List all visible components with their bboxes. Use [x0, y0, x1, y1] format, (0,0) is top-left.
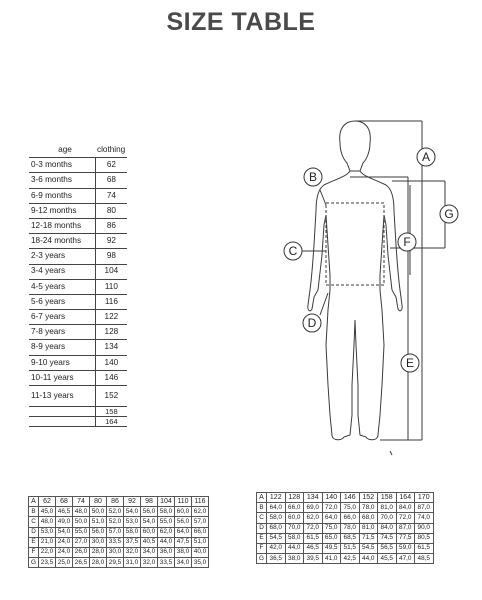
- table-row: [29, 407, 127, 417]
- measure-cell: 60,0: [285, 513, 304, 523]
- table-row: [29, 547, 209, 557]
- table-row: [29, 537, 209, 547]
- table-row: [29, 264, 127, 279]
- measure-cell: 61,5: [304, 533, 323, 543]
- measure-cell: 81,0: [359, 523, 378, 533]
- measure-cell: 61,5: [415, 543, 434, 553]
- age-cell: 4-5 years: [29, 279, 95, 294]
- measure-cell: 58,0: [267, 513, 286, 523]
- age-cell: 18-24 months: [29, 234, 95, 249]
- table-row: [29, 325, 127, 340]
- measure-cell: 50,0: [73, 517, 90, 527]
- age-cell: 9-12 months: [29, 203, 95, 218]
- table-row: [29, 218, 127, 233]
- measure-cell: 75,0: [322, 523, 341, 533]
- measure-cell: 31,0: [124, 558, 141, 568]
- table-row: [29, 158, 127, 173]
- age-cell: 0-3 months: [29, 158, 95, 173]
- left-leg-outline: [326, 215, 355, 440]
- label-g: G: [444, 207, 454, 221]
- measure-cell: 54,0: [124, 507, 141, 517]
- table-row: [257, 523, 434, 533]
- measure-cell: 36,5: [267, 554, 286, 564]
- measure-cell: 59,0: [396, 543, 415, 553]
- measure-cell: 74,0: [415, 513, 434, 523]
- measure-cell: 58,0: [158, 507, 175, 517]
- measure-cell: 34,0: [141, 547, 158, 557]
- size-cell: 68: [56, 497, 73, 507]
- measure-cell: 69,0: [304, 503, 323, 513]
- measure-cell: 58,0: [124, 527, 141, 537]
- measure-cell: 36,0: [158, 547, 175, 557]
- measure-cell: 54,5: [359, 543, 378, 553]
- measure-cell: 21,0: [39, 537, 56, 547]
- row-label-cell: B: [29, 507, 39, 517]
- measure-cell: 70,0: [285, 523, 304, 533]
- measure-cell: 56,5: [378, 543, 397, 553]
- measure-cell: 30,0: [107, 547, 124, 557]
- measure-cell: 53,0: [39, 527, 56, 537]
- measure-cell: 24,0: [56, 537, 73, 547]
- table-row: [257, 543, 434, 553]
- size-cell: 110: [175, 497, 192, 507]
- clothing-size-cell: 116: [95, 294, 127, 309]
- age-cell: 3-6 months: [29, 173, 95, 188]
- measure-cell: 44,0: [158, 537, 175, 547]
- measure-cell: 78,0: [341, 523, 360, 533]
- measure-cell: 66,0: [341, 513, 360, 523]
- body-silhouette-drawing: [280, 115, 480, 465]
- measure-cell: 48,5: [415, 554, 434, 564]
- measure-cell: 33,5: [107, 537, 124, 547]
- measure-cell: 60,0: [141, 527, 158, 537]
- measure-cell: 56,0: [175, 517, 192, 527]
- label-b: B: [308, 170, 318, 184]
- measure-cell: 65,0: [322, 533, 341, 543]
- clothing-size-cell: 134: [95, 340, 127, 355]
- size-cell: 134: [304, 493, 323, 503]
- measure-cell: 28,0: [90, 547, 107, 557]
- row-label-cell: A: [29, 497, 39, 507]
- clothing-size-cell: 158: [95, 407, 127, 417]
- label-c: C: [288, 244, 298, 258]
- measure-cell: 37,5: [124, 537, 141, 547]
- clothing-size-cell: 74: [95, 188, 127, 203]
- age-cell: 3-4 years: [29, 264, 95, 279]
- measure-cell: 51,0: [192, 537, 209, 547]
- measure-cell: 55,0: [158, 517, 175, 527]
- row-label-cell: F: [29, 547, 39, 557]
- size-cell: 140: [322, 493, 341, 503]
- row-label-cell: C: [29, 517, 39, 527]
- measure-cell: 44,0: [285, 543, 304, 553]
- clothing-size-cell: 140: [95, 355, 127, 370]
- table-row: [29, 355, 127, 370]
- size-cell: 152: [359, 493, 378, 503]
- measure-cell: 68,5: [341, 533, 360, 543]
- label-a: A: [421, 150, 431, 164]
- measure-cell: 90,0: [415, 523, 434, 533]
- age-cell: 10-11 years: [29, 370, 95, 385]
- age-column-header: age: [29, 143, 95, 158]
- row-label-cell: D: [257, 523, 267, 533]
- measure-cell: 75,0: [341, 503, 360, 513]
- measure-cell: 23,5: [39, 558, 56, 568]
- left-arm-outline: [308, 171, 350, 311]
- measure-cell: 74,5: [378, 533, 397, 543]
- measure-cell: 26,5: [73, 558, 90, 568]
- row-label-cell: G: [29, 558, 39, 568]
- clothing-size-cell: 80: [95, 203, 127, 218]
- measure-cell: 41,0: [322, 554, 341, 564]
- measure-cell: 32,0: [124, 547, 141, 557]
- measurement-table-large-sizes: [256, 492, 434, 564]
- measure-cell: 52,0: [107, 507, 124, 517]
- measure-cell: 52,0: [107, 517, 124, 527]
- measure-cell: 72,0: [304, 523, 323, 533]
- right-arm-outline: [360, 171, 402, 311]
- measure-cell: 70,0: [378, 513, 397, 523]
- size-cell: 146: [341, 493, 360, 503]
- label-d: D: [307, 316, 317, 330]
- age-cell: 11-13 years: [29, 386, 95, 407]
- age-cell: [29, 407, 95, 417]
- measure-cell: 44,0: [359, 554, 378, 564]
- age-cell: [29, 417, 95, 427]
- measure-cell: 58,0: [285, 533, 304, 543]
- table-row: [29, 370, 127, 385]
- measure-cell: 64,0: [267, 503, 286, 513]
- size-cell: 116: [192, 497, 209, 507]
- clothing-size-cell: 104: [95, 264, 127, 279]
- measure-cell: 28,0: [90, 558, 107, 568]
- measure-cell: 87,0: [396, 523, 415, 533]
- measure-cell: 22,0: [39, 547, 56, 557]
- measure-cell: 62,0: [304, 513, 323, 523]
- measure-cell: 66,0: [192, 527, 209, 537]
- measure-cell: 62,0: [192, 507, 209, 517]
- table-row: [29, 527, 209, 537]
- measure-cell: 66,0: [285, 503, 304, 513]
- clothing-size-cell: 68: [95, 173, 127, 188]
- size-cell: 170: [415, 493, 434, 503]
- measure-cell: 26,0: [73, 547, 90, 557]
- measure-cell: 87,0: [415, 503, 434, 513]
- measure-cell: 54,0: [141, 517, 158, 527]
- clothing-size-cell: 146: [95, 370, 127, 385]
- measure-cell: 39,5: [304, 554, 323, 564]
- size-cell: 62: [39, 497, 56, 507]
- measure-cell: 49,0: [56, 517, 73, 527]
- chest-waist-box: [326, 203, 384, 285]
- measure-cell: 84,0: [378, 523, 397, 533]
- measure-cell: 72,0: [322, 503, 341, 513]
- measure-cell: 40,0: [192, 547, 209, 557]
- size-cell: 86: [107, 497, 124, 507]
- measure-cell: 38,0: [175, 547, 192, 557]
- measure-cell: 80,5: [415, 533, 434, 543]
- table-row: [257, 554, 434, 564]
- measure-cell: 25,0: [56, 558, 73, 568]
- table-row: [29, 249, 127, 264]
- measure-cell: 33,5: [158, 558, 175, 568]
- measure-cell: 72,0: [396, 513, 415, 523]
- size-cell: 104: [158, 497, 175, 507]
- table-row: [29, 340, 127, 355]
- age-table-header: [29, 143, 127, 158]
- row-label-cell: F: [257, 543, 267, 553]
- measure-cell: 45,0: [39, 507, 56, 517]
- measure-cell: 46,5: [304, 543, 323, 553]
- table-row: [257, 513, 434, 523]
- measure-cell: 81,0: [378, 503, 397, 513]
- measure-cell: 62,0: [158, 527, 175, 537]
- size-cell: 92: [124, 497, 141, 507]
- measure-cell: 55,0: [73, 527, 90, 537]
- measure-cell: 24,0: [56, 547, 73, 557]
- row-label-cell: E: [257, 533, 267, 543]
- table-row: [29, 279, 127, 294]
- age-cell: 12-18 months: [29, 218, 95, 233]
- b-pointer: [320, 190, 326, 205]
- table-row: [29, 294, 127, 309]
- measure-cell: 64,0: [175, 527, 192, 537]
- table-row: [29, 310, 127, 325]
- measure-cell: 68,0: [359, 513, 378, 523]
- measure-cell: 54,0: [56, 527, 73, 537]
- label-f: F: [403, 235, 411, 249]
- table-row: [29, 558, 209, 568]
- measure-cell: 45,5: [378, 554, 397, 564]
- clothing-size-cell: 122: [95, 310, 127, 325]
- size-cell: 158: [378, 493, 397, 503]
- measure-cell: 68,0: [267, 523, 286, 533]
- clothing-size-cell: 86: [95, 218, 127, 233]
- measure-cell: 84,0: [396, 503, 415, 513]
- table-row: [29, 173, 127, 188]
- measure-cell: 30,0: [90, 537, 107, 547]
- measure-cell: 78,0: [359, 503, 378, 513]
- measure-cell: 77,5: [396, 533, 415, 543]
- measure-cell: 56,0: [90, 527, 107, 537]
- measure-cell: 42,5: [341, 554, 360, 564]
- size-cell: 74: [73, 497, 90, 507]
- row-label-cell: C: [257, 513, 267, 523]
- table-row: [29, 417, 127, 427]
- measure-cell: 56,0: [141, 507, 158, 517]
- clothing-size-cell: 62: [95, 158, 127, 173]
- clothing-size-cell: 98: [95, 249, 127, 264]
- measure-cell: 48,0: [39, 517, 56, 527]
- age-cell: 9-10 years: [29, 355, 95, 370]
- measure-cell: 32,0: [141, 558, 158, 568]
- clothing-size-cell: 110: [95, 279, 127, 294]
- size-cell: 80: [90, 497, 107, 507]
- measure-cell: 48,0: [73, 507, 90, 517]
- measure-cell: 47,5: [175, 537, 192, 547]
- measure-cell: 53,0: [124, 517, 141, 527]
- measure-cell: 54,5: [267, 533, 286, 543]
- age-cell: 5-6 years: [29, 294, 95, 309]
- table-row: [29, 234, 127, 249]
- clothing-size-cell: 128: [95, 325, 127, 340]
- measure-cell: 34,0: [175, 558, 192, 568]
- age-cell: 7-8 years: [29, 325, 95, 340]
- measure-cell: 51,0: [90, 517, 107, 527]
- clothing-column-header: clothing: [95, 143, 127, 158]
- size-header-row: [257, 493, 434, 503]
- table-row: [257, 503, 434, 513]
- right-leg-outline: [355, 215, 384, 440]
- clothing-size-cell: 164: [95, 417, 127, 427]
- size-cell: 98: [141, 497, 158, 507]
- measure-cell: 27,0: [73, 537, 90, 547]
- measure-cell: 49,5: [322, 543, 341, 553]
- table-row: [29, 386, 127, 407]
- tick-mark: [390, 451, 392, 455]
- measure-cell: 46,5: [56, 507, 73, 517]
- label-e: E: [405, 356, 415, 370]
- table-row: [257, 533, 434, 543]
- measure-cell: 57,0: [192, 517, 209, 527]
- size-header-row: [29, 497, 209, 507]
- measure-cell: 47,0: [396, 554, 415, 564]
- size-cell: 164: [396, 493, 415, 503]
- measurement-table-small-sizes: [28, 496, 209, 568]
- size-cell: 122: [267, 493, 286, 503]
- measure-cell: 57,0: [107, 527, 124, 537]
- measure-cell: 40,5: [141, 537, 158, 547]
- measure-cell: 42,0: [267, 543, 286, 553]
- row-label-cell: E: [29, 537, 39, 547]
- clothing-size-cell: 152: [95, 386, 127, 407]
- head-outline: [340, 121, 371, 171]
- measure-cell: 51,5: [341, 543, 360, 553]
- row-label-cell: G: [257, 554, 267, 564]
- measure-cell: 38,0: [285, 554, 304, 564]
- clothing-size-cell: 92: [95, 234, 127, 249]
- age-cell: 6-9 months: [29, 188, 95, 203]
- table-row: [29, 188, 127, 203]
- measure-cell: 35,0: [192, 558, 209, 568]
- age-cell: 2-3 years: [29, 249, 95, 264]
- table-row: [29, 517, 209, 527]
- table-row: [29, 507, 209, 517]
- measure-cell: 29,5: [107, 558, 124, 568]
- row-label-cell: D: [29, 527, 39, 537]
- measure-cell: 64,0: [322, 513, 341, 523]
- page-title: SIZE TABLE: [166, 8, 316, 36]
- measure-cell: 50,0: [90, 507, 107, 517]
- row-label-cell: B: [257, 503, 267, 513]
- measure-cell: 60,0: [175, 507, 192, 517]
- age-clothing-table: [29, 143, 127, 427]
- d-pointer: [320, 293, 328, 315]
- body-measurement-figure: [280, 115, 480, 470]
- table-row: [29, 203, 127, 218]
- age-cell: 8-9 years: [29, 340, 95, 355]
- measure-cell: 71,5: [359, 533, 378, 543]
- row-label-cell: A: [257, 493, 267, 503]
- size-cell: 128: [285, 493, 304, 503]
- age-cell: 6-7 years: [29, 310, 95, 325]
